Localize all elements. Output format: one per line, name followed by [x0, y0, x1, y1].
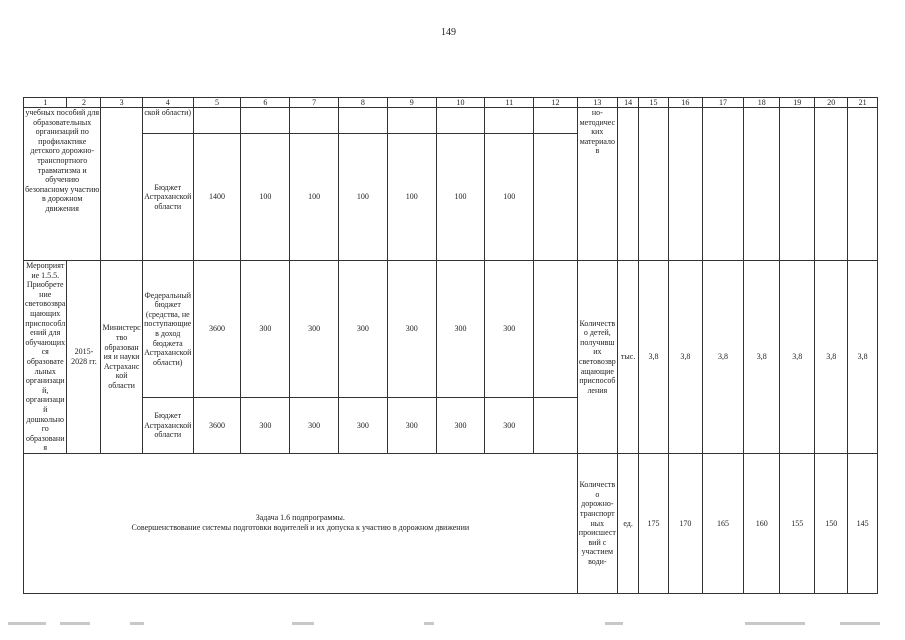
target-cell: 3,8: [848, 261, 878, 454]
target-cell: 165: [702, 453, 743, 593]
value-cell: 300: [339, 398, 388, 454]
col-header: 3: [101, 98, 142, 108]
target-cell: [848, 108, 878, 261]
col-header: 5: [193, 98, 241, 108]
col-header: 4: [142, 98, 193, 108]
unit-cell: [618, 108, 639, 261]
unit-cell: ед.: [618, 453, 639, 593]
value-cell: [534, 134, 577, 261]
value-cell: 300: [241, 398, 290, 454]
task-description: Совершенствование системы подготовки водителей и их допуска к участию в дорожном движении: [131, 523, 470, 533]
col-header: 9: [387, 98, 436, 108]
col-header: 16: [668, 98, 702, 108]
value-cell: 300: [339, 261, 388, 398]
value-cell: 100: [387, 134, 436, 261]
page-number: 149: [441, 27, 456, 38]
value-cell: 300: [290, 261, 339, 398]
value-cell: 100: [485, 134, 534, 261]
target-cell: 3,8: [815, 261, 848, 454]
value-cell: 100: [436, 134, 485, 261]
value-cell: 100: [290, 134, 339, 261]
col-header: 7: [290, 98, 339, 108]
source-cell: Федеральный бюджет (средства, не поступающие в доход бюджета Астраханской области): [142, 261, 193, 398]
target-cell: 3,8: [744, 261, 780, 454]
value-cell: 100: [241, 134, 290, 261]
value-cell: 100: [339, 134, 388, 261]
target-cell: [815, 108, 848, 261]
col-header: 6: [241, 98, 290, 108]
col-header: 8: [339, 98, 388, 108]
col-header: 2: [67, 98, 101, 108]
target-cell: [780, 108, 815, 261]
value-cell: 300: [436, 261, 485, 398]
value-cell: [387, 108, 436, 134]
activity-name-cell: Мероприятие 1.5.5. Приобретение световозвращающих приспособлений для обучающихся образовательных организаций, организаций дошкольного образования: [25, 261, 66, 453]
executor-cell: [101, 108, 142, 261]
value-cell: 1400: [193, 134, 241, 261]
activity-name-cell: учебных пособий для образовательных организаций по профилактике детского дорожно-транспортного травматизма и обучению безопасному участию в дорожном движения: [24, 108, 101, 261]
value-cell: [241, 108, 290, 134]
target-cell: 175: [639, 453, 669, 593]
table-row: [24, 261, 878, 398]
col-header: 17: [702, 98, 743, 108]
target-cell: 160: [744, 453, 780, 593]
source-cell: Бюджет Астраханской области: [142, 134, 193, 261]
value-cell: 3600: [193, 398, 241, 454]
col-header: 13: [577, 98, 617, 108]
target-cell: 3,8: [668, 261, 702, 454]
col-header: 14: [618, 98, 639, 108]
task-cell: [24, 453, 578, 593]
value-cell: 300: [485, 261, 534, 398]
source-cell: Бюджет Астраханской области: [142, 398, 193, 454]
value-cell: [534, 261, 577, 398]
target-cell: 155: [780, 453, 815, 593]
value-cell: 300: [387, 261, 436, 398]
target-cell: 145: [848, 453, 878, 593]
value-cell: [534, 398, 577, 454]
value-cell: 300: [387, 398, 436, 454]
col-header: 18: [744, 98, 780, 108]
table-row: [24, 453, 878, 593]
table-row: [24, 108, 878, 134]
target-cell: 3,8: [639, 261, 669, 454]
col-header: 15: [639, 98, 669, 108]
program-table: [23, 97, 878, 594]
target-cell: 3,8: [702, 261, 743, 454]
value-cell: [193, 108, 241, 134]
target-cell: [702, 108, 743, 261]
col-header: 11: [485, 98, 534, 108]
col-header: 20: [815, 98, 848, 108]
target-cell: [668, 108, 702, 261]
col-header: 1: [24, 98, 67, 108]
col-header: 10: [436, 98, 485, 108]
source-cell: ской области): [142, 108, 193, 134]
value-cell: 300: [485, 398, 534, 454]
value-cell: 300: [290, 398, 339, 454]
target-cell: 3,8: [780, 261, 815, 454]
target-cell: [639, 108, 669, 261]
value-cell: [534, 108, 577, 134]
indicator-cell: но-методических материалов: [577, 108, 617, 261]
target-cell: [744, 108, 780, 261]
col-header: 12: [534, 98, 577, 108]
task-title: Задача 1.6 подпрограммы.: [255, 513, 345, 523]
period-cell: 2015-2028 гг.: [67, 261, 101, 454]
indicator-cell: Количество детей, получивших световозвращающие приспособления: [577, 261, 617, 454]
value-cell: 300: [241, 261, 290, 398]
value-cell: [485, 108, 534, 134]
target-cell: 170: [668, 453, 702, 593]
value-cell: 3600: [193, 261, 241, 398]
executor-cell: Министерство образования и науки Астраханской области: [101, 261, 142, 454]
unit-cell: тыс.: [618, 261, 639, 454]
value-cell: [339, 108, 388, 134]
value-cell: [436, 108, 485, 134]
col-header: 19: [780, 98, 815, 108]
indicator-cell: Количество дорожно-транспортных происшествий с участием води-: [577, 453, 617, 593]
value-cell: [290, 108, 339, 134]
header-row: [24, 98, 878, 108]
scan-noise: [0, 618, 905, 640]
value-cell: 300: [436, 398, 485, 454]
target-cell: 150: [815, 453, 848, 593]
col-header: 21: [848, 98, 878, 108]
